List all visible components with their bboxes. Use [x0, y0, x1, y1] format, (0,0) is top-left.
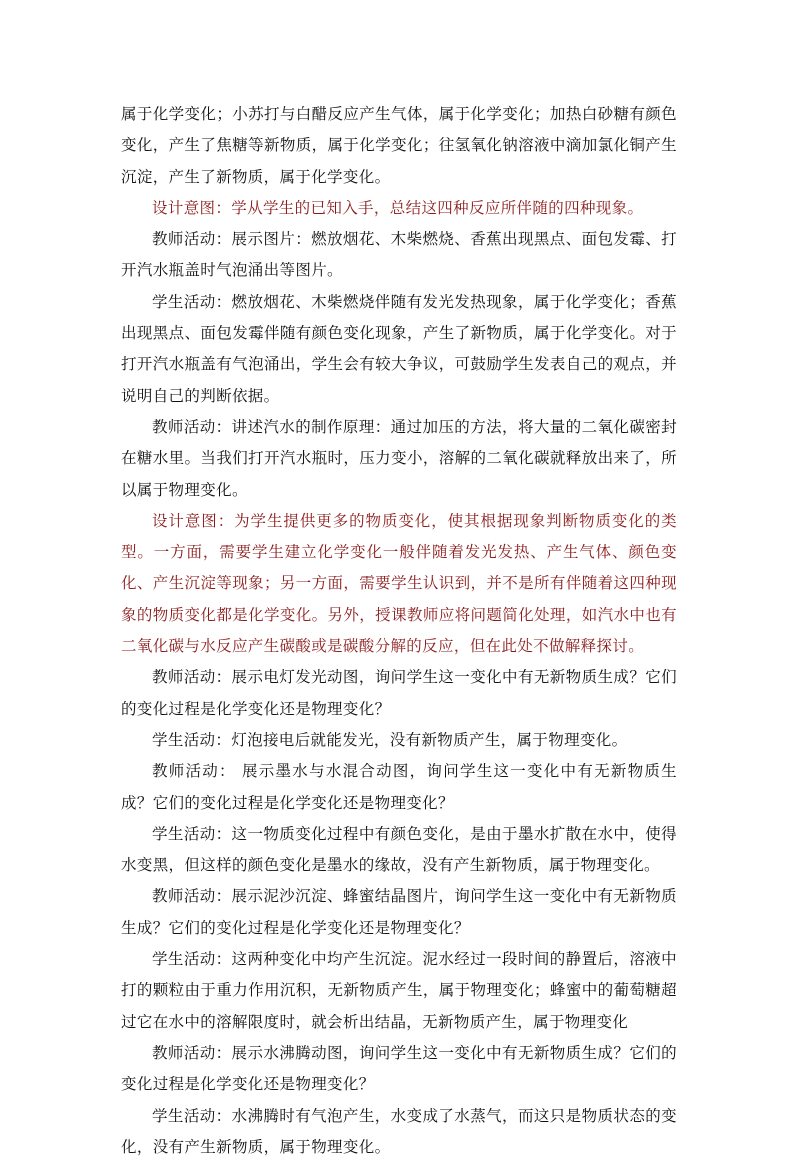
teacher-activity-paragraph: 教师活动： 展示墨水与水混合动图，询问学生这一变化中有无新物质生成？它们的变化过程是化学变化还是物理变化？: [121, 756, 677, 819]
student-activity-paragraph: 学生活动：水沸腾时有气泡产生，水变成了水蒸气，而这只是物质状态的变化，没有产生新物质，属于物理变化。: [121, 1101, 677, 1163]
design-intent-paragraph: 设计意图：学从学生的已知入手，总结这四种反应所伴随的四种现象。: [121, 193, 677, 224]
teacher-activity-paragraph: 教师活动：展示电灯发光动图，询问学生这一变化中有无新物质生成？它们的变化过程是化学变化还是物理变化？: [121, 662, 677, 725]
student-activity-paragraph: 学生活动：这两种变化中均产生沉淀。泥水经过一段时间的静置后，溶液中打的颗粒由于重力作用沉积，无新物质产生，属于物理变化；蜂蜜中的葡萄糖超过它在水中的溶解限度时，就会析出结晶，无新物质产生，属于物理变化: [121, 944, 677, 1038]
teacher-activity-paragraph: 教师活动：展示水沸腾动图，询问学生这一变化中有无新物质生成？它们的变化过程是化学变化还是物理变化？: [121, 1038, 677, 1101]
teacher-activity-paragraph: 教师活动：讲述汽水的制作原理：通过加压的方法，将大量的二氧化碳密封在糖水里。当我们打开汽水瓶时，压力变小，溶解的二氧化碳就释放出来了，所以属于物理变化。: [121, 412, 677, 506]
student-activity-paragraph: 学生活动：灯泡接电后就能发光，没有新物质产生，属于物理变化。: [121, 725, 677, 756]
student-activity-paragraph: 学生活动：这一物质变化过程中有颜色变化，是由于墨水扩散在水中，使得水变黑，但这样的颜色变化是墨水的缘故，没有产生新物质，属于物理变化。: [121, 819, 677, 882]
student-activity-paragraph: 学生活动：燃放烟花、木柴燃烧伴随有发光发热现象，属于化学变化；香蕉出现黑点、面包发霉伴随有颜色变化现象，产生了新物质，属于化学变化。对于打开汽水瓶盖有气泡涌出，学生会有较大争议，可鼓励学生发表自己的观点，并说明自己的判断依据。: [121, 287, 677, 412]
paragraph-continuation: 属于化学变化；小苏打与白醋反应产生气体，属于化学变化；加热白砂糖有颜色变化，产生了焦糖等新物质，属于化学变化；往氢氧化钠溶液中滴加氯化铜产生沉淀，产生了新物质，属于化学变化。: [121, 99, 677, 193]
teacher-activity-paragraph: 教师活动：展示图片：燃放烟花、木柴燃烧、香蕉出现黑点、面包发霉、打开汽水瓶盖时气泡涌出等图片。: [121, 224, 677, 287]
document-page: [121, 99, 677, 1163]
teacher-activity-paragraph: 教师活动：展示泥沙沉淀、蜂蜜结晶图片，询问学生这一变化中有无新物质生成？它们的变化过程是化学变化还是物理变化？: [121, 881, 677, 944]
design-intent-paragraph: 设计意图：为学生提供更多的物质变化，使其根据现象判断物质变化的类型。一方面，需要学生建立化学变化一般伴随着发光发热、产生气体、颜色变化、产生沉淀等现象；另一方面，需要学生认识到，并不是所有伴随着这四种现象的物质变化都是化学变化。另外，授课教师应将问题简化处理，如汽水中也有二氧化碳与水反应产生碳酸或是碳酸分解的反应，但在此处不做解释探讨。: [121, 506, 677, 662]
